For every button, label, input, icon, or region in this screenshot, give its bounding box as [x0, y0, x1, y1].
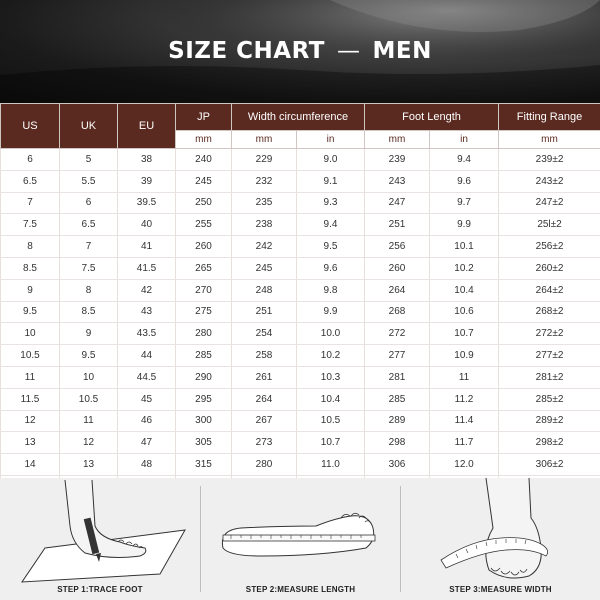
cell-foot-in: 9.6 [430, 170, 499, 192]
table-row [1, 257, 600, 279]
cell-uk: 8.5 [60, 301, 118, 323]
cell-foot-mm: 251 [365, 214, 430, 236]
cell-us: 7.5 [1, 214, 60, 236]
step-measure-width [401, 478, 600, 600]
cell-uk: 6.5 [60, 214, 118, 236]
unit-fit: mm [499, 131, 600, 149]
cell-width-mm: 248 [232, 279, 297, 301]
cell-width-in: 10.7 [297, 432, 365, 454]
cell-width-in: 9.0 [297, 149, 365, 171]
cell-us: 14 [1, 454, 60, 476]
step-label: STEP 2:MEASURE LENGTH [245, 585, 356, 594]
cell-width-in: 9.8 [297, 279, 365, 301]
step-measure-length [201, 478, 400, 600]
cell-fit-range: 25l±2 [499, 214, 600, 236]
cell-width-in: 11.0 [297, 454, 365, 476]
cell-jp-mm: 290 [176, 366, 232, 388]
cell-jp-mm: 285 [176, 345, 232, 367]
cell-uk: 8 [60, 279, 118, 301]
cell-eu: 40 [118, 214, 176, 236]
cell-width-in: 9.9 [297, 301, 365, 323]
cell-uk: 12 [60, 432, 118, 454]
cell-jp-mm: 255 [176, 214, 232, 236]
cell-us: 13 [1, 432, 60, 454]
step-label: STEP 3:MEASURE WIDTH [449, 585, 552, 594]
size-table-body [1, 149, 600, 498]
cell-foot-mm: 289 [365, 410, 430, 432]
cell-jp-mm: 300 [176, 410, 232, 432]
step-trace-foot [0, 478, 200, 600]
cell-foot-in: 10.2 [430, 257, 499, 279]
table-row [1, 236, 600, 258]
cell-us: 6.5 [1, 170, 60, 192]
table-row [1, 410, 600, 432]
cell-us: 8 [1, 236, 60, 258]
cell-eu: 45 [118, 388, 176, 410]
cell-foot-mm: 243 [365, 170, 430, 192]
cell-width-mm: 267 [232, 410, 297, 432]
cell-width-mm: 280 [232, 454, 297, 476]
cell-eu: 41 [118, 236, 176, 258]
cell-fit-range: 281±2 [499, 366, 600, 388]
cell-width-mm: 235 [232, 192, 297, 214]
page-title [0, 38, 600, 64]
table-row [1, 345, 600, 367]
cell-fit-range: 260±2 [499, 257, 600, 279]
header-jp: JP [176, 104, 232, 131]
cell-fit-range: 272±2 [499, 323, 600, 345]
unit-width-mm: mm [232, 131, 297, 149]
cell-jp-mm: 280 [176, 323, 232, 345]
cell-fit-range: 256±2 [499, 236, 600, 258]
size-table [0, 103, 600, 498]
cell-foot-in: 10.9 [430, 345, 499, 367]
cell-foot-in: 9.7 [430, 192, 499, 214]
cell-width-mm: 273 [232, 432, 297, 454]
cell-jp-mm: 305 [176, 432, 232, 454]
cell-fit-range: 268±2 [499, 301, 600, 323]
table-row [1, 170, 600, 192]
cell-width-mm: 254 [232, 323, 297, 345]
cell-foot-in: 10.4 [430, 279, 499, 301]
header-uk: UK [60, 104, 118, 149]
cell-width-in: 9.1 [297, 170, 365, 192]
cell-eu: 41.5 [118, 257, 176, 279]
cell-width-in: 10.5 [297, 410, 365, 432]
cell-us: 10 [1, 323, 60, 345]
cell-width-mm: 242 [232, 236, 297, 258]
cell-eu: 43 [118, 301, 176, 323]
cell-width-in: 9.4 [297, 214, 365, 236]
cell-width-mm: 258 [232, 345, 297, 367]
title-dash: — [336, 38, 361, 64]
cell-jp-mm: 240 [176, 149, 232, 171]
cell-eu: 42 [118, 279, 176, 301]
cell-eu: 47 [118, 432, 176, 454]
measure-width-illustration [401, 478, 600, 583]
cell-foot-mm: 256 [365, 236, 430, 258]
cell-foot-in: 12.0 [430, 454, 499, 476]
cell-jp-mm: 260 [176, 236, 232, 258]
table-row [1, 149, 600, 171]
trace-foot-illustration [0, 478, 200, 583]
cell-width-in: 10.2 [297, 345, 365, 367]
cell-eu: 39 [118, 170, 176, 192]
cell-foot-in: 11 [430, 366, 499, 388]
cell-foot-in: 10.7 [430, 323, 499, 345]
cell-foot-mm: 247 [365, 192, 430, 214]
cell-uk: 6 [60, 192, 118, 214]
cell-uk: 7.5 [60, 257, 118, 279]
cell-eu: 46 [118, 410, 176, 432]
cell-width-in: 10.0 [297, 323, 365, 345]
cell-foot-mm: 306 [365, 454, 430, 476]
cell-width-in: 9.6 [297, 257, 365, 279]
cell-uk: 13 [60, 454, 118, 476]
cell-eu: 44.5 [118, 366, 176, 388]
table-row [1, 388, 600, 410]
table-row [1, 366, 600, 388]
cell-fit-range: 277±2 [499, 345, 600, 367]
cell-us: 12 [1, 410, 60, 432]
cell-us: 8.5 [1, 257, 60, 279]
cell-us: 9 [1, 279, 60, 301]
cell-foot-mm: 298 [365, 432, 430, 454]
cell-width-mm: 261 [232, 366, 297, 388]
cell-foot-mm: 285 [365, 388, 430, 410]
cell-width-mm: 264 [232, 388, 297, 410]
unit-jp: mm [176, 131, 232, 149]
cell-width-in: 10.3 [297, 366, 365, 388]
cell-uk: 7 [60, 236, 118, 258]
header-fitting-range: Fitting Range [499, 104, 600, 131]
cell-uk: 10 [60, 366, 118, 388]
cell-fit-range: 285±2 [499, 388, 600, 410]
cell-eu: 44 [118, 345, 176, 367]
header-foot-length: Foot Length [365, 104, 499, 131]
table-row [1, 432, 600, 454]
cell-eu: 48 [118, 454, 176, 476]
cell-foot-in: 11.4 [430, 410, 499, 432]
cell-foot-in: 9.9 [430, 214, 499, 236]
cell-us: 7 [1, 192, 60, 214]
cell-jp-mm: 265 [176, 257, 232, 279]
cell-foot-in: 10.6 [430, 301, 499, 323]
cell-foot-mm: 277 [365, 345, 430, 367]
cell-uk: 9.5 [60, 345, 118, 367]
cell-width-mm: 251 [232, 301, 297, 323]
cell-uk: 5 [60, 149, 118, 171]
cell-foot-mm: 260 [365, 257, 430, 279]
cell-fit-range: 247±2 [499, 192, 600, 214]
cell-fit-range: 264±2 [499, 279, 600, 301]
measure-length-illustration [201, 478, 400, 583]
cell-foot-mm: 239 [365, 149, 430, 171]
unit-width-in: in [297, 131, 365, 149]
table-row [1, 192, 600, 214]
cell-uk: 5.5 [60, 170, 118, 192]
cell-jp-mm: 315 [176, 454, 232, 476]
cell-fit-range: 289±2 [499, 410, 600, 432]
table-row [1, 323, 600, 345]
cell-jp-mm: 295 [176, 388, 232, 410]
cell-eu: 39.5 [118, 192, 176, 214]
cell-jp-mm: 245 [176, 170, 232, 192]
cell-us: 9.5 [1, 301, 60, 323]
cell-width-in: 10.4 [297, 388, 365, 410]
cell-us: 6 [1, 149, 60, 171]
cell-fit-range: 298±2 [499, 432, 600, 454]
header-eu: EU [118, 104, 176, 149]
title-main: SIZE CHART [168, 38, 325, 64]
unit-foot-in: in [430, 131, 499, 149]
cell-foot-in: 11.7 [430, 432, 499, 454]
cell-jp-mm: 250 [176, 192, 232, 214]
cell-uk: 11 [60, 410, 118, 432]
header-width: Width circumference [232, 104, 365, 131]
cell-width-mm: 229 [232, 149, 297, 171]
cell-foot-mm: 281 [365, 366, 430, 388]
cell-fit-range: 306±2 [499, 454, 600, 476]
cell-jp-mm: 270 [176, 279, 232, 301]
unit-foot-mm: mm [365, 131, 430, 149]
cell-uk: 10.5 [60, 388, 118, 410]
cell-fit-range: 243±2 [499, 170, 600, 192]
cell-width-mm: 245 [232, 257, 297, 279]
cell-jp-mm: 275 [176, 301, 232, 323]
cell-eu: 38 [118, 149, 176, 171]
cell-eu: 43.5 [118, 323, 176, 345]
cell-foot-in: 9.4 [430, 149, 499, 171]
cell-width-in: 9.5 [297, 236, 365, 258]
cell-width-mm: 238 [232, 214, 297, 236]
table-row [1, 214, 600, 236]
cell-foot-in: 11.2 [430, 388, 499, 410]
cell-foot-in: 10.1 [430, 236, 499, 258]
measure-instructions [0, 478, 600, 600]
step-label: STEP 1:TRACE FOOT [57, 585, 143, 594]
cell-fit-range: 239±2 [499, 149, 600, 171]
cell-uk: 9 [60, 323, 118, 345]
table-row [1, 301, 600, 323]
banner [0, 0, 600, 103]
cell-width-mm: 232 [232, 170, 297, 192]
cell-us: 10.5 [1, 345, 60, 367]
cell-foot-mm: 268 [365, 301, 430, 323]
title-sub: MEN [372, 38, 432, 64]
cell-us: 11 [1, 366, 60, 388]
table-row [1, 279, 600, 301]
cell-width-in: 9.3 [297, 192, 365, 214]
cell-foot-mm: 272 [365, 323, 430, 345]
table-row [1, 454, 600, 476]
cell-us: 11.5 [1, 388, 60, 410]
cell-foot-mm: 264 [365, 279, 430, 301]
header-us: US [1, 104, 60, 149]
